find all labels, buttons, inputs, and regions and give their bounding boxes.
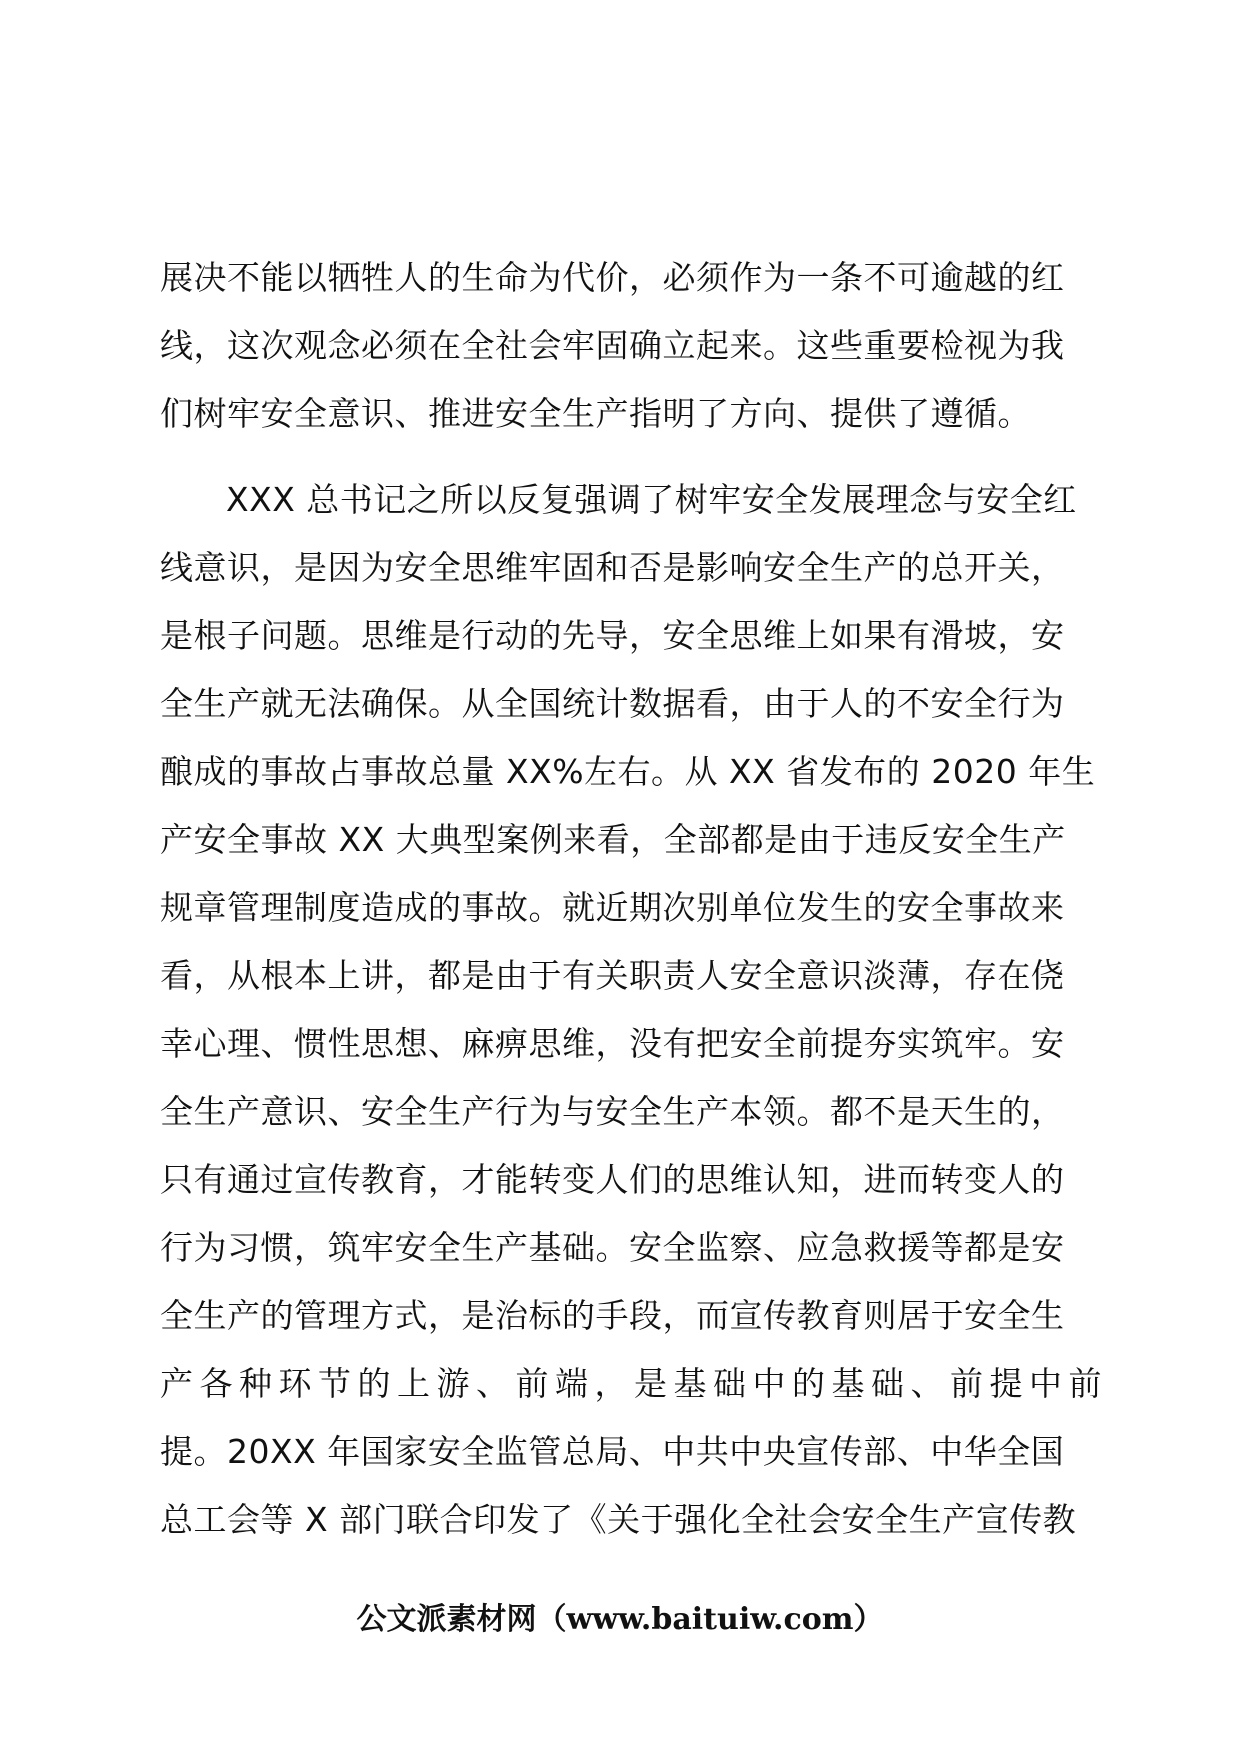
text-line: 行为习惯，筑牢安全生产基础。安全监察、应急救援等都是安 [160,1228,1065,1267]
text-line: 只有通过宣传教育，才能转变人们的思维认知，进而转变人的 [160,1160,1065,1199]
text-line: 们树牢安全意识、推进安全生产指明了方向、提供了遵循。 [160,394,1031,433]
paragraph-spacer [160,448,1080,466]
text-line: 酿成的事故占事故总量 XX%左右。从 XX 省发布的 2020 年生 [160,752,1096,791]
body-text [160,244,1108,1554]
text-line: 展决不能以牺牲人的生命为代价，必须作为一条不可逾越的红 [160,258,1065,297]
text-line: 产各种环节的上游、前端，是基础中的基础、前提中前 [160,1364,1108,1403]
footer-source: 公文派素材网（www.baituiw.com） [356,1602,884,1637]
text-line: 提。20XX 年国家安全监管总局、中共中央宣传部、中华全国 [160,1432,1065,1471]
text-line: 全生产就无法确保。从全国统计数据看，由于人的不安全行为 [160,684,1065,723]
text-line: 全生产意识、安全生产行为与安全生产本领。都不是天生的， [160,1092,1065,1131]
text-line: 看，从根本上讲，都是由于有关职责人安全意识淡薄，存在侥 [160,956,1065,995]
text-line: 全生产的管理方式，是治标的手段，而宣传教育则居于安全生 [160,1296,1065,1335]
paragraph-1 [160,244,1080,448]
text-line: 幸心理、惯性思想、麻痹思维，没有把安全前提夯实筑牢。安 [160,1024,1065,1063]
text-line: 产安全事故 XX 大典型案例来看，全部都是由于违反安全生产 [160,820,1066,859]
text-line: 是根子问题。思维是行动的先导，安全思维上如果有滑坡，安 [160,616,1065,655]
text-line: 线，这次观念必须在全社会牢固确立起来。这些重要检视为我 [160,326,1065,365]
paragraph-2 [160,466,1108,1554]
text-line: 规章管理制度造成的事故。就近期次别单位发生的安全事故来 [160,888,1065,927]
text-line: 总工会等 X 部门联合印发了《关于强化全社会安全生产宣传教 [160,1500,1077,1539]
text-line: XXX 总书记之所以反复强调了树牢安全发展理念与安全红 [226,480,1077,519]
text-line: 线意识，是因为安全思维牢固和否是影响安全生产的总开关， [160,548,1065,587]
